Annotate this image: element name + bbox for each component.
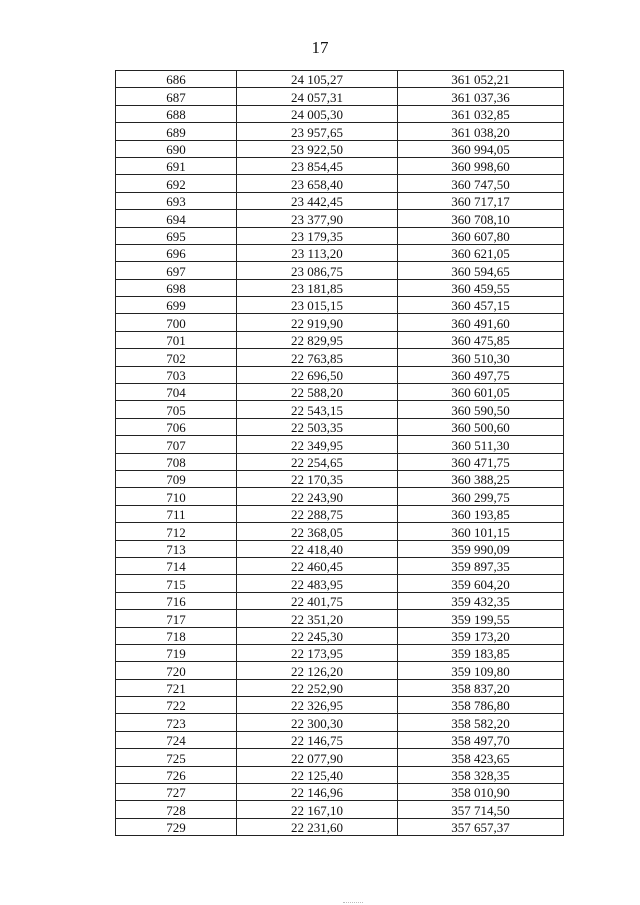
table-row (116, 314, 564, 331)
x-coordinate-cell: 24 105,27 (237, 71, 398, 88)
table-row (116, 331, 564, 348)
point-number-cell: 727 (116, 784, 237, 801)
y-coordinate-cell: 359 109,80 (398, 662, 564, 679)
y-coordinate-cell: 359 199,55 (398, 610, 564, 627)
coordinates-table-body (116, 71, 564, 836)
x-coordinate-cell: 22 351,20 (237, 610, 398, 627)
y-coordinate-cell: 358 010,90 (398, 784, 564, 801)
point-number-cell: 706 (116, 418, 237, 435)
table-row (116, 610, 564, 627)
x-coordinate-cell: 22 231,60 (237, 818, 398, 835)
point-number-cell: 690 (116, 140, 237, 157)
point-number-cell: 699 (116, 297, 237, 314)
table-row (116, 679, 564, 696)
x-coordinate-cell: 22 543,15 (237, 401, 398, 418)
x-coordinate-cell: 23 922,50 (237, 140, 398, 157)
y-coordinate-cell: 361 038,20 (398, 123, 564, 140)
table-row (116, 366, 564, 383)
y-coordinate-cell: 361 037,36 (398, 88, 564, 105)
table-row (116, 662, 564, 679)
coordinates-table (115, 70, 564, 836)
x-coordinate-cell: 23 181,85 (237, 279, 398, 296)
table-row (116, 766, 564, 783)
x-coordinate-cell: 22 252,90 (237, 679, 398, 696)
point-number-cell: 711 (116, 505, 237, 522)
table-row (116, 71, 564, 88)
point-number-cell: 696 (116, 244, 237, 261)
y-coordinate-cell: 360 500,60 (398, 418, 564, 435)
point-number-cell: 709 (116, 470, 237, 487)
table-row (116, 384, 564, 401)
x-coordinate-cell: 22 077,90 (237, 749, 398, 766)
y-coordinate-cell: 358 582,20 (398, 714, 564, 731)
x-coordinate-cell: 22 696,50 (237, 366, 398, 383)
x-coordinate-cell: 22 503,35 (237, 418, 398, 435)
point-number-cell: 724 (116, 731, 237, 748)
table-row (116, 801, 564, 818)
x-coordinate-cell: 22 243,90 (237, 488, 398, 505)
x-coordinate-cell: 22 326,95 (237, 697, 398, 714)
y-coordinate-cell: 360 511,30 (398, 436, 564, 453)
y-coordinate-cell: 360 607,80 (398, 227, 564, 244)
y-coordinate-cell: 358 497,70 (398, 731, 564, 748)
x-coordinate-cell: 22 126,20 (237, 662, 398, 679)
table-row (116, 557, 564, 574)
table-row (116, 818, 564, 835)
table-row (116, 627, 564, 644)
point-number-cell: 713 (116, 540, 237, 557)
y-coordinate-cell: 360 708,10 (398, 210, 564, 227)
y-coordinate-cell: 361 052,21 (398, 71, 564, 88)
point-number-cell: 712 (116, 523, 237, 540)
y-coordinate-cell: 360 621,05 (398, 244, 564, 261)
point-number-cell: 689 (116, 123, 237, 140)
point-number-cell: 728 (116, 801, 237, 818)
y-coordinate-cell: 360 475,85 (398, 331, 564, 348)
table-row (116, 262, 564, 279)
y-coordinate-cell: 358 786,80 (398, 697, 564, 714)
y-coordinate-cell: 360 601,05 (398, 384, 564, 401)
point-number-cell: 722 (116, 697, 237, 714)
table-row (116, 297, 564, 314)
point-number-cell: 697 (116, 262, 237, 279)
point-number-cell: 700 (116, 314, 237, 331)
table-row (116, 749, 564, 766)
x-coordinate-cell: 23 854,45 (237, 157, 398, 174)
point-number-cell: 710 (116, 488, 237, 505)
x-coordinate-cell: 23 377,90 (237, 210, 398, 227)
point-number-cell: 698 (116, 279, 237, 296)
y-coordinate-cell: 360 998,60 (398, 157, 564, 174)
x-coordinate-cell: 22 829,95 (237, 331, 398, 348)
point-number-cell: 692 (116, 175, 237, 192)
table-row (116, 784, 564, 801)
point-number-cell: 723 (116, 714, 237, 731)
x-coordinate-cell: 23 957,65 (237, 123, 398, 140)
x-coordinate-cell: 23 658,40 (237, 175, 398, 192)
point-number-cell: 716 (116, 592, 237, 609)
y-coordinate-cell: 360 471,75 (398, 453, 564, 470)
x-coordinate-cell: 22 460,45 (237, 557, 398, 574)
point-number-cell: 707 (116, 436, 237, 453)
y-coordinate-cell: 360 459,55 (398, 279, 564, 296)
x-coordinate-cell: 23 113,20 (237, 244, 398, 261)
y-coordinate-cell: 361 032,85 (398, 105, 564, 122)
y-coordinate-cell: 360 994,05 (398, 140, 564, 157)
point-number-cell: 704 (116, 384, 237, 401)
y-coordinate-cell: 360 590,50 (398, 401, 564, 418)
x-coordinate-cell: 22 349,95 (237, 436, 398, 453)
point-number-cell: 691 (116, 157, 237, 174)
x-coordinate-cell: 22 254,65 (237, 453, 398, 470)
y-coordinate-cell: 360 717,17 (398, 192, 564, 209)
y-coordinate-cell: 358 423,65 (398, 749, 564, 766)
point-number-cell: 703 (116, 366, 237, 383)
y-coordinate-cell: 357 657,37 (398, 818, 564, 835)
x-coordinate-cell: 24 057,31 (237, 88, 398, 105)
x-coordinate-cell: 23 015,15 (237, 297, 398, 314)
x-coordinate-cell: 22 401,75 (237, 592, 398, 609)
x-coordinate-cell: 22 146,96 (237, 784, 398, 801)
x-coordinate-cell: 22 368,05 (237, 523, 398, 540)
y-coordinate-cell: 360 497,75 (398, 366, 564, 383)
table-row (116, 575, 564, 592)
y-coordinate-cell: 360 101,15 (398, 523, 564, 540)
point-number-cell: 694 (116, 210, 237, 227)
page-number: 17 (311, 38, 329, 57)
y-coordinate-cell: 359 897,35 (398, 557, 564, 574)
y-coordinate-cell: 359 604,20 (398, 575, 564, 592)
table-row (116, 192, 564, 209)
table-row (116, 175, 564, 192)
table-row (116, 697, 564, 714)
x-coordinate-cell: 23 442,45 (237, 192, 398, 209)
table-row (116, 401, 564, 418)
x-coordinate-cell: 22 173,95 (237, 644, 398, 661)
point-number-cell: 693 (116, 192, 237, 209)
x-coordinate-cell: 22 418,40 (237, 540, 398, 557)
y-coordinate-cell: 358 837,20 (398, 679, 564, 696)
table-row (116, 227, 564, 244)
y-coordinate-cell: 359 183,85 (398, 644, 564, 661)
table-row (116, 644, 564, 661)
table-row (116, 714, 564, 731)
x-coordinate-cell: 23 086,75 (237, 262, 398, 279)
x-coordinate-cell: 22 588,20 (237, 384, 398, 401)
table-row (116, 523, 564, 540)
y-coordinate-cell: 360 299,75 (398, 488, 564, 505)
table-row (116, 731, 564, 748)
point-number-cell: 686 (116, 71, 237, 88)
y-coordinate-cell: 360 388,25 (398, 470, 564, 487)
table-row (116, 436, 564, 453)
point-number-cell: 720 (116, 662, 237, 679)
x-coordinate-cell: 22 763,85 (237, 349, 398, 366)
x-coordinate-cell: 22 170,35 (237, 470, 398, 487)
table-row (116, 488, 564, 505)
footer-divider (343, 902, 363, 903)
table-row (116, 592, 564, 609)
point-number-cell: 729 (116, 818, 237, 835)
table-row (116, 105, 564, 122)
y-coordinate-cell: 359 173,20 (398, 627, 564, 644)
point-number-cell: 715 (116, 575, 237, 592)
table-row (116, 210, 564, 227)
y-coordinate-cell: 359 990,09 (398, 540, 564, 557)
table-row (116, 88, 564, 105)
table-row (116, 140, 564, 157)
x-coordinate-cell: 24 005,30 (237, 105, 398, 122)
table-row (116, 540, 564, 557)
y-coordinate-cell: 357 714,50 (398, 801, 564, 818)
x-coordinate-cell: 22 146,75 (237, 731, 398, 748)
y-coordinate-cell: 360 510,30 (398, 349, 564, 366)
x-coordinate-cell: 22 125,40 (237, 766, 398, 783)
y-coordinate-cell: 359 432,35 (398, 592, 564, 609)
x-coordinate-cell: 22 167,10 (237, 801, 398, 818)
y-coordinate-cell: 360 594,65 (398, 262, 564, 279)
x-coordinate-cell: 22 483,95 (237, 575, 398, 592)
point-number-cell: 702 (116, 349, 237, 366)
table-row (116, 453, 564, 470)
y-coordinate-cell: 360 491,60 (398, 314, 564, 331)
point-number-cell: 714 (116, 557, 237, 574)
y-coordinate-cell: 360 747,50 (398, 175, 564, 192)
x-coordinate-cell: 22 288,75 (237, 505, 398, 522)
point-number-cell: 719 (116, 644, 237, 661)
point-number-cell: 717 (116, 610, 237, 627)
y-coordinate-cell: 360 457,15 (398, 297, 564, 314)
point-number-cell: 721 (116, 679, 237, 696)
y-coordinate-cell: 358 328,35 (398, 766, 564, 783)
x-coordinate-cell: 22 245,30 (237, 627, 398, 644)
table-row (116, 349, 564, 366)
table-row (116, 505, 564, 522)
table-row (116, 157, 564, 174)
point-number-cell: 705 (116, 401, 237, 418)
point-number-cell: 725 (116, 749, 237, 766)
table-row (116, 123, 564, 140)
point-number-cell: 688 (116, 105, 237, 122)
x-coordinate-cell: 23 179,35 (237, 227, 398, 244)
point-number-cell: 695 (116, 227, 237, 244)
table-row (116, 418, 564, 435)
y-coordinate-cell: 360 193,85 (398, 505, 564, 522)
point-number-cell: 726 (116, 766, 237, 783)
point-number-cell: 687 (116, 88, 237, 105)
table-row (116, 279, 564, 296)
x-coordinate-cell: 22 300,30 (237, 714, 398, 731)
point-number-cell: 718 (116, 627, 237, 644)
point-number-cell: 708 (116, 453, 237, 470)
table-row (116, 244, 564, 261)
table-row (116, 470, 564, 487)
point-number-cell: 701 (116, 331, 237, 348)
x-coordinate-cell: 22 919,90 (237, 314, 398, 331)
